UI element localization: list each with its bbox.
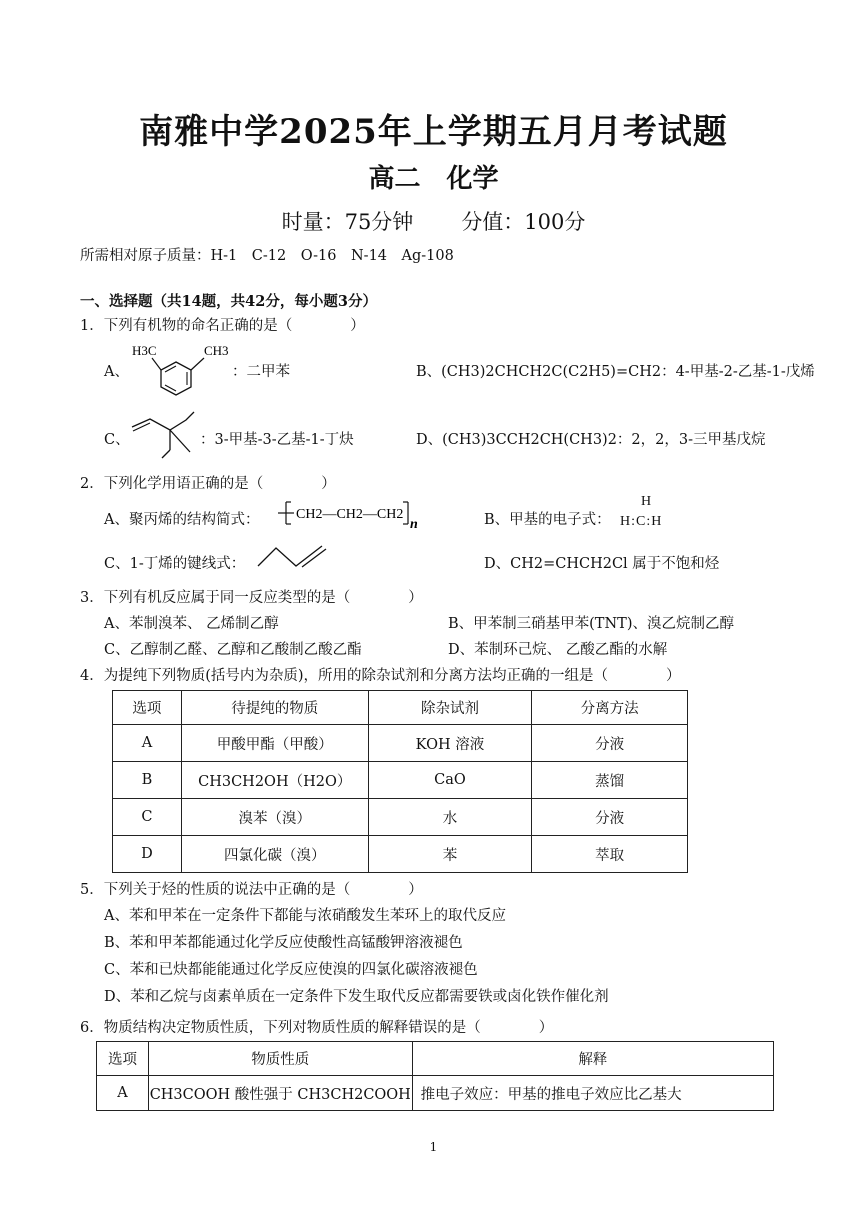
- q1-alkyne-structure: [128, 406, 208, 462]
- atomic-mass-line: 所需相对原子质量：H-1 C-12 O-16 N-14 Ag-108: [80, 248, 454, 264]
- q4-cell: 溴苯（溴）: [181, 799, 368, 836]
- q1-stem: 1．下列有机物的命名正确的是（ ）: [80, 318, 365, 334]
- exam-time: 时量：75分钟: [281, 210, 414, 234]
- q6-stem: 6．物质结构决定物质性质，下列对物质性质的解释错误的是（ ）: [80, 1020, 554, 1036]
- q4-cell: CH3CH2OH（H2O）: [181, 762, 368, 799]
- q4-cell: CaO: [368, 762, 532, 799]
- table-row: [113, 799, 688, 836]
- q5-option-a: A、苯和甲苯在一定条件下都能与浓硝酸发生苯环上的取代反应: [104, 908, 506, 924]
- q4-cell: C: [113, 799, 182, 836]
- q2-polymer-n: n: [410, 517, 418, 532]
- table-row: [113, 836, 688, 873]
- q4-table: [112, 690, 688, 873]
- q6-header-cell: 选项: [97, 1042, 149, 1076]
- q2-methyl-electron-formula: H:C:H: [620, 514, 663, 529]
- q2-option-d: D、CH2=CHCH2Cl 属于不饱和烃: [484, 556, 720, 572]
- q4-header-cell: 除杂试剂: [368, 691, 532, 725]
- q1-xylene-structure: [130, 338, 240, 400]
- q1-option-c-prefix: C、: [104, 432, 130, 448]
- page-number: 1: [429, 1140, 438, 1154]
- q2-polymer-repeat-unit: CH2—CH2—CH2: [296, 507, 404, 522]
- q2-option-b-prefix: B、甲基的电子式：: [484, 512, 611, 528]
- q1-option-b: B、(CH3)2CHCH2C(C2H5)=CH2：4-甲基-2-乙基-1-戊烯: [416, 364, 815, 380]
- q2-stem: 2．下列化学用语正确的是（ ）: [80, 476, 336, 492]
- q4-cell: KOH 溶液: [368, 725, 532, 762]
- q1-option-c-label: ：3-甲基-3-乙基-1-丁炔: [200, 432, 354, 448]
- q4-cell: 水: [368, 799, 532, 836]
- q4-cell: 甲酸甲酯（甲酸）: [181, 725, 368, 762]
- table-row: [113, 762, 688, 799]
- q1-struct-right: CH3: [204, 343, 229, 358]
- q5-option-c: C、苯和已炔都能能通过化学反应使溴的四氯化碳溶液褪色: [104, 962, 478, 978]
- q2-option-a-prefix: A、聚丙烯的结构简式：: [104, 512, 260, 528]
- exam-meta: [0, 206, 867, 236]
- q6-header-cell: 物质性质: [148, 1042, 412, 1076]
- q4-stem: 4．为提纯下列物质(括号内为杂质)，所用的除杂试剂和分离方法均正确的一组是（ ）: [80, 668, 681, 684]
- q1-struct-left: H3C: [132, 343, 157, 358]
- q1-option-d: D、(CH3)3CCH2CH(CH3)2：2，2，3-三甲基戊烷: [416, 432, 766, 448]
- exam-title: 南雅中学2025年上学期五月月考试题: [139, 112, 728, 152]
- q3-option-c: C、乙醇制乙醛、乙醇和乙酸制乙酸乙酯: [104, 642, 362, 658]
- q4-header-cell: 分离方法: [532, 691, 688, 725]
- q4-cell: D: [113, 836, 182, 873]
- q4-cell: A: [113, 725, 182, 762]
- table-row: [113, 725, 688, 762]
- q5-stem: 5．下列关于烃的性质的说法中正确的是（ ）: [80, 882, 423, 898]
- q2-polypropylene-formula: [276, 498, 426, 532]
- q3-option-b: B、甲苯制三硝基甲苯(TNT)、溴乙烷制乙醇: [448, 616, 734, 632]
- q4-cell: 萃取: [532, 836, 688, 873]
- q4-header-row: [113, 691, 688, 725]
- q6-header-row: [97, 1042, 774, 1076]
- q6-cell: 推电子效应：甲基的推电子效应比乙基大: [412, 1076, 773, 1111]
- q1-option-a-prefix: A、: [104, 364, 129, 380]
- q1-option-a-label: ：二甲苯: [232, 364, 290, 380]
- exam-score: 分值：100分: [461, 210, 586, 234]
- q4-cell: B: [113, 762, 182, 799]
- q3-option-a: A、苯制溴苯、 乙烯制乙醇: [104, 616, 279, 632]
- q4-cell: 分液: [532, 725, 688, 762]
- q3-stem: 3．下列有机反应属于同一反应类型的是（ ）: [80, 590, 423, 606]
- exam-subtitle: 高二 化学: [368, 164, 499, 194]
- q5-option-d: D、苯和乙烷与卤素单质在一定条件下发生取代反应都需要铁或卤化铁作催化剂: [104, 989, 609, 1005]
- q6-header-cell: 解释: [412, 1042, 773, 1076]
- q3-option-d: D、苯制环己烷、 乙酸乙酯的水解: [448, 642, 668, 658]
- q4-cell: 蒸馏: [532, 762, 688, 799]
- q4-header-cell: 选项: [113, 691, 182, 725]
- q4-cell: 分液: [532, 799, 688, 836]
- q6-cell: A: [97, 1076, 149, 1111]
- q2-option-c-prefix: C、1-丁烯的键线式：: [104, 556, 246, 572]
- q6-cell: CH3COOH 酸性强于 CH3CH2COOH: [148, 1076, 412, 1111]
- section-heading: 一、选择题（共14题，共42分，每小题3分）: [80, 293, 377, 310]
- q6-table: [96, 1041, 774, 1111]
- q4-header-cell: 待提纯的物质: [181, 691, 368, 725]
- q2-methyl-h-top: H: [641, 494, 652, 509]
- q4-cell: 苯: [368, 836, 532, 873]
- q5-option-b: B、苯和甲苯都能通过化学反应使酸性高锰酸钾溶液褪色: [104, 935, 463, 951]
- table-row: [97, 1076, 774, 1111]
- q4-cell: 四氯化碳（溴）: [181, 836, 368, 873]
- q2-butene-skeletal: [256, 540, 336, 574]
